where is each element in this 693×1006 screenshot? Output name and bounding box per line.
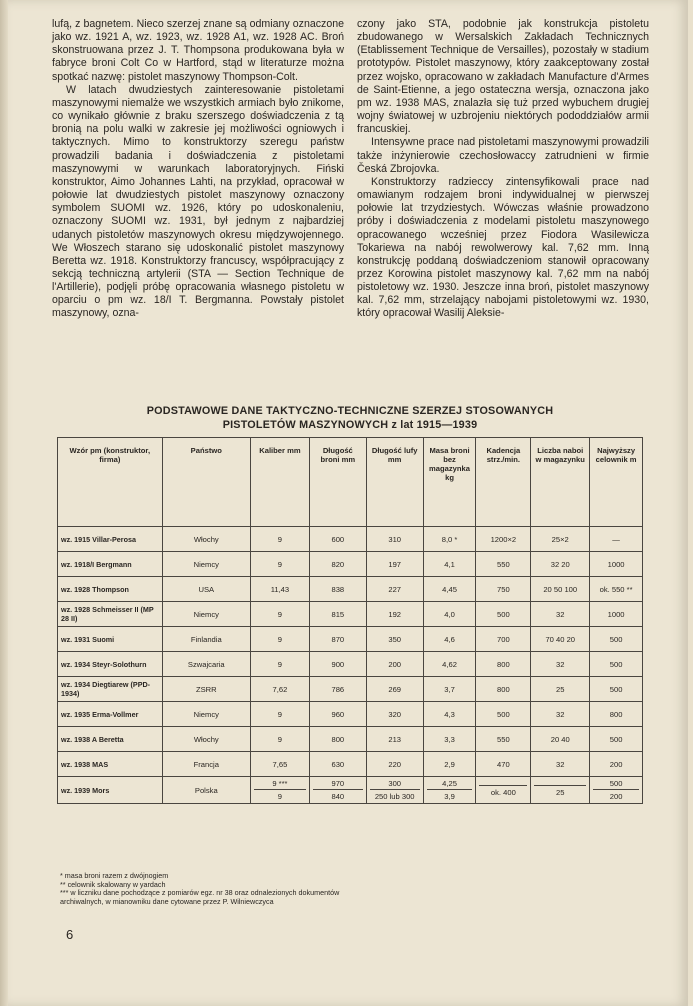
paragraph: Konstruktorzy radzieccy zintensyfikowali prace nad omawianym rodzajem broni indywidualnej w pierwszej połowie lat trzydziestych. Wówczas właśnie prowadzono próby i doświadczenia z modelami pistoletu maszynowego opracowanego wcześniej przez Fiodora Wasilewicza Tokariewa na nabój rewolwerowy kal. 7,62 mm. Inną konstrukcję poddaną doświadczeniom stanowił opracowany przez Korowina pistolet maszynowy kal. 7,62 mm na nabój pistoletowy wz. 1930. Jeszcze inna broń, pistolet maszynowy kal. 7,62 mm, strzelający nabojami pistoletowymi wz. 1930, który opracował Wasilij Aleksie- <box>357 175 649 320</box>
cell-mass: 4,62 <box>423 652 476 677</box>
cell-rounds: 32 20 <box>531 552 590 577</box>
text-column-right <box>357 18 649 321</box>
table-title-line-2: PISTOLETÓW MASZYNOWYCH z lat 1915—1939 <box>222 419 478 431</box>
cell-country: Niemcy <box>162 552 250 577</box>
footnotes <box>60 872 360 906</box>
cell-country: Niemcy <box>162 602 250 627</box>
cell-barrel: 310 <box>366 527 423 552</box>
cell-model: wz. 1935 Erma-Vollmer <box>58 702 163 727</box>
cell-country: ZSRR <box>162 677 250 702</box>
cell-country: Finlandia <box>162 627 250 652</box>
cell-caliber: 9 <box>250 652 309 677</box>
cell-mass: 2,9 <box>423 752 476 777</box>
cell-country: USA <box>162 577 250 602</box>
column-header: Długość lufy mm <box>366 438 423 527</box>
cell-length: 900 <box>309 652 366 677</box>
column-header: Masa broni bez magazynka kg <box>423 438 476 527</box>
cell-barrel: 200 <box>366 652 423 677</box>
cell-barrel: 192 <box>366 602 423 627</box>
cell-caliber: 9 <box>250 702 309 727</box>
cell-rate: 800 <box>476 652 531 677</box>
cell-rounds: 20 50 100 <box>531 577 590 602</box>
cell-length: 820 <box>309 552 366 577</box>
table-row <box>58 577 643 602</box>
cell-length: 870 <box>309 627 366 652</box>
cell-caliber: 9 <box>250 627 309 652</box>
cell-value-denominator: 3,9 <box>444 792 455 801</box>
paragraph: czony jako STA, podobnie jak konstrukcja pistoletu zbudowanego w Wersalskich Zakładach Technicznych (Etablissement Technique de Versailles), pozostały w stadium prototypów. Pistolet maszynowy, który zaakceptowany został przez wojsko, opracowano w zakładach Manufacture d'Armes de Saint-Etienne, a jego ostateczna wersja, oznaczona jako pm wz. 1938 MAS, znalazła się tuż przed wybuchem drugiej wojny światowej w uzbrojeniu niektórych pododdziałów armii francuskiej. <box>357 18 649 136</box>
cell-sight: ok. 550 ** <box>590 577 643 602</box>
cell-model: wz. 1928 Thompson <box>58 577 163 602</box>
cell-value-numerator: 4,25 <box>427 779 473 790</box>
table-row <box>58 777 643 804</box>
cell-value-denominator: 25 <box>556 787 565 797</box>
column-header: Kadencja strz./min. <box>476 438 531 527</box>
cell-model: wz. 1938 MAS <box>58 752 163 777</box>
cell-caliber: 7,62 <box>250 677 309 702</box>
specs-table <box>57 437 643 804</box>
table-title-line-1: PODSTAWOWE DANE TAKTYCZNO-TECHNICZNE SZERZEJ STOSOWANYCH <box>146 405 554 417</box>
cell-caliber <box>250 777 309 804</box>
cell-sight <box>590 777 643 804</box>
cell-mass: 4,45 <box>423 577 476 602</box>
text-column-left <box>52 18 344 321</box>
table-row <box>58 627 643 652</box>
table-row <box>58 652 643 677</box>
cell-rate: 1200×2 <box>476 527 531 552</box>
cell-rounds: 25×2 <box>531 527 590 552</box>
cell-length: 630 <box>309 752 366 777</box>
cell-length: 786 <box>309 677 366 702</box>
table-row <box>58 677 643 702</box>
table-row <box>58 552 643 577</box>
cell-rounds: 32 <box>531 702 590 727</box>
cell-caliber: 9 <box>250 552 309 577</box>
cell-mass: 3,3 <box>423 727 476 752</box>
cell-model: wz. 1918/I Bergmann <box>58 552 163 577</box>
cell-barrel: 213 <box>366 727 423 752</box>
cell-barrel: 220 <box>366 752 423 777</box>
cell-value-numerator <box>534 784 586 786</box>
cell-caliber: 9 <box>250 602 309 627</box>
table-header-row <box>58 438 643 527</box>
cell-rounds: 70 40 20 <box>531 627 590 652</box>
cell-sight: 1000 <box>590 602 643 627</box>
cell-sight: 500 <box>590 627 643 652</box>
cell-value-numerator: 970 <box>313 779 363 790</box>
cell-barrel: 269 <box>366 677 423 702</box>
cell-value-numerator: 300 <box>370 779 420 790</box>
footnote: *** w liczniku dane pochodzące z pomiarów egz. nr 38 oraz odnalezionych dokumentów archiwalnych, w mianowniku dane cytowane przez P. Wilniewczyca <box>60 888 340 906</box>
cell-sight: 1000 <box>590 552 643 577</box>
cell-country: Włochy <box>162 727 250 752</box>
table-row <box>58 727 643 752</box>
cell-rounds: 20 40 <box>531 727 590 752</box>
cell-country: Szwajcaria <box>162 652 250 677</box>
column-header: Państwo <box>162 438 250 527</box>
cell-model: wz. 1934 Diegtiarew (PPD-1934) <box>58 677 163 702</box>
cell-barrel: 227 <box>366 577 423 602</box>
paragraph: Intensywne prace nad pistoletami maszynowymi prowadzili także inżynierowie czechosłowaccy zatrudnieni w firmie Česká Zbrojovka. <box>357 136 649 175</box>
cell-value-denominator: 250 lub 300 <box>374 792 415 801</box>
table-row <box>58 702 643 727</box>
cell-length: 960 <box>309 702 366 727</box>
cell-length: 800 <box>309 727 366 752</box>
cell-rate: 800 <box>476 677 531 702</box>
cell-model: wz. 1931 Suomi <box>58 627 163 652</box>
cell-country: Francja <box>162 752 250 777</box>
cell-rate: 700 <box>476 627 531 652</box>
cell-country: Polska <box>162 777 250 804</box>
column-header: Najwyższy celownik m <box>590 438 643 527</box>
column-header: Kaliber mm <box>250 438 309 527</box>
cell-rate <box>476 777 531 804</box>
table-body <box>58 527 643 804</box>
cell-mass <box>423 777 476 804</box>
paragraph: W latach dwudziestych zainteresowanie pistoletami maszynowymi niemalże we wszystkich armiach było znikome, co wynikało głównie z braku szerszego doświadczenia z tą bronią na polu walki w zakresie jej możliwości ogniowych i taktycznych. Mimo to konstruktorzy szeregu państw prowadzili badania i doświadczenia z pistoletami maszynowymi w warunkach laboratoryjnych. Fiński konstruktor, Aimo Johannes Lahti, na przykład, opracował w połowie lat dwudziestych pistolet maszynowy oznaczony symbolem SUOMI wz. 1926, który po udoskonaleniu, oznaczony SUOMI wz. 1931, był jednym z najbardziej udanych pistoletów maszynowych okresu międzywojennego. We Włoszech starano się udoskonalić pistolet maszynowy Beretta wz. 1918. Konstruktorzy francuscy, współpracujący z sekcją techniczną artylerii (STA — Section Technique de l'Artillerie), podjęli próbę opracowania własnego pistoletu w oparciu o pm wz. 18/I T. Bergmanna. Powstały pistolet maszynowy, ozna- <box>52 83 344 320</box>
cell-value-numerator <box>479 784 527 786</box>
cell-length: 815 <box>309 602 366 627</box>
cell-country: Włochy <box>162 527 250 552</box>
cell-rounds: 32 <box>531 752 590 777</box>
cell-barrel: 197 <box>366 552 423 577</box>
cell-rate: 750 <box>476 577 531 602</box>
footnote: ** celownik skalowany w yardach <box>60 879 166 889</box>
cell-model: wz. 1938 A Beretta <box>58 727 163 752</box>
cell-rounds: 25 <box>531 677 590 702</box>
cell-mass: 4,1 <box>423 552 476 577</box>
page-binding <box>0 0 8 1006</box>
cell-barrel: 350 <box>366 627 423 652</box>
table-title <box>60 404 640 432</box>
cell-caliber: 7,65 <box>250 752 309 777</box>
cell-sight: — <box>590 527 643 552</box>
cell-length <box>309 777 366 804</box>
cell-value-numerator: 500 <box>593 779 639 790</box>
cell-mass: 3,7 <box>423 677 476 702</box>
cell-sight: 500 <box>590 677 643 702</box>
cell-sight: 500 <box>590 727 643 752</box>
cell-model: wz. 1915 Villar-Perosa <box>58 527 163 552</box>
column-header: Wzór pm (konstruktor, firma) <box>58 438 163 527</box>
footnote: * masa broni razem z dwójnogiem <box>60 871 169 880</box>
cell-rounds: 32 <box>531 602 590 627</box>
cell-model: wz. 1939 Mors <box>58 777 163 804</box>
cell-mass: 4,6 <box>423 627 476 652</box>
cell-model: wz. 1934 Steyr-Solothurn <box>58 652 163 677</box>
table-row <box>58 752 643 777</box>
cell-rate: 550 <box>476 552 531 577</box>
paragraph: lufą, z bagnetem. Nieco szerzej znane są odmiany oznaczone jako wz. 1921 A, wz. 1923, wz. 1928 A1, wz. 1928 AC. Broń skonstruowana przez J. T. Thompsona produkowana była w fabryce broni Colt Co w Hartford, stąd w literaturze można spotkać nazwę: pistolet maszynowy Thompson-Colt. <box>52 18 344 83</box>
cell-caliber: 9 <box>250 727 309 752</box>
cell-barrel <box>366 777 423 804</box>
cell-mass: 4,0 <box>423 602 476 627</box>
cell-barrel: 320 <box>366 702 423 727</box>
cell-value-denominator: ok. 400 <box>490 787 516 797</box>
cell-sight: 200 <box>590 752 643 777</box>
cell-caliber: 9 <box>250 527 309 552</box>
cell-rounds: 32 <box>531 652 590 677</box>
table-row <box>58 602 643 627</box>
cell-value-denominator: 840 <box>331 792 345 801</box>
cell-caliber: 11,43 <box>250 577 309 602</box>
cell-value-denominator: 200 <box>609 792 623 801</box>
cell-rate: 550 <box>476 727 531 752</box>
cell-sight: 500 <box>590 652 643 677</box>
page-number: 6 <box>66 927 74 942</box>
column-header: Długość broni mm <box>309 438 366 527</box>
cell-value-denominator: 9 <box>277 792 283 801</box>
column-header: Liczba naboi w magazynku <box>531 438 590 527</box>
cell-rate: 500 <box>476 702 531 727</box>
cell-rate: 500 <box>476 602 531 627</box>
cell-length: 600 <box>309 527 366 552</box>
cell-rounds <box>531 777 590 804</box>
cell-mass: 8,0 * <box>423 527 476 552</box>
cell-value-numerator: 9 *** <box>254 779 306 790</box>
cell-sight: 800 <box>590 702 643 727</box>
cell-country: Niemcy <box>162 702 250 727</box>
cell-mass: 4,3 <box>423 702 476 727</box>
cell-model: wz. 1928 Schmeisser II (MP 28 II) <box>58 602 163 627</box>
table-row <box>58 527 643 552</box>
cell-length: 838 <box>309 577 366 602</box>
cell-rate: 470 <box>476 752 531 777</box>
